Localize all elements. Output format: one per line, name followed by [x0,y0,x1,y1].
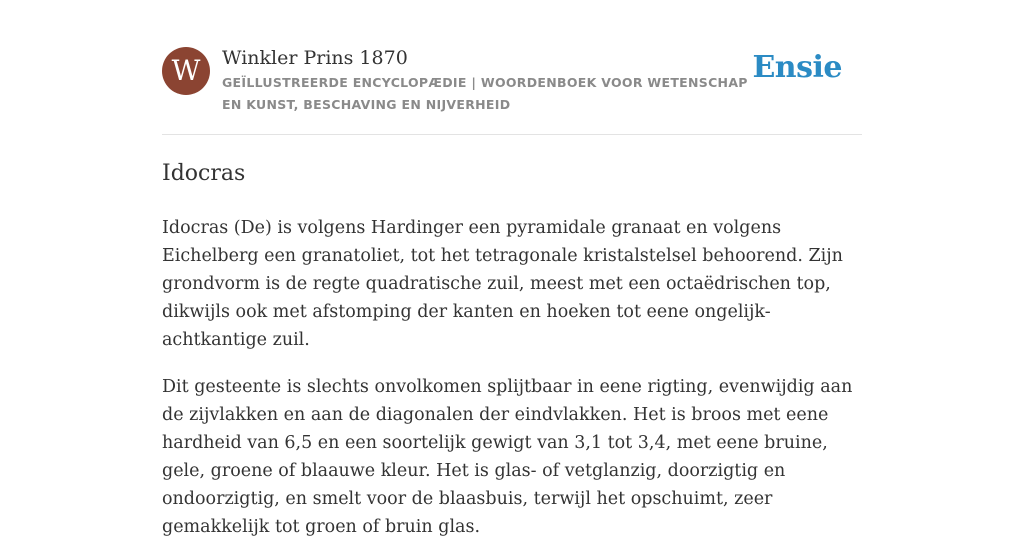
entry-card [162,0,862,541]
source-meta [222,44,762,116]
source-header [162,0,862,135]
ensie-logo-link[interactable]: Ensie [752,50,842,85]
source-subtitle: GEÏLLUSTREERDE ENCYCLOPÆDIE | WOORDENBOEK VOOR WETENSCHAP EN KUNST, BESCHAVING EN NIJVERHEID [222,75,748,112]
source-title[interactable]: Winkler Prins 1870 [222,47,408,69]
entry-title: Idocras [162,161,246,186]
entry-paragraph: Dit gesteente is slechts onvolkomen splijtbaar in eene rigting, evenwijdig aan de zijvlakken en aan de diagonalen der eindvlakken. Het is broos met eene hardheid van 6,5 en een soortelijk gewigt van 3,1 tot 3,4, met eene bruine, gele, groene of blaauwe kleur. Het is glas- of vetglanzig, doorzigtig en ondoorzigtig, en smelt voor de blaasbuis, terwijl het opschuimt, zeer gemakkelijk tot groen of bruin glas. [162,377,853,537]
source-avatar[interactable]: W [162,47,210,95]
entry-paragraph: Idocras (De) is volgens Hardinger een pyramidale granaat en volgens Eichelberg een granatoliet, tot het tetragonale kristalstelsel behoorend. Zijn grondvorm is de regte quadratische zuil, meest met een octaëdrischen top, dikwijls ook met afstomping der kanten en hoeken tot eene ongelijk-achtkantige zuil. [162,218,843,350]
